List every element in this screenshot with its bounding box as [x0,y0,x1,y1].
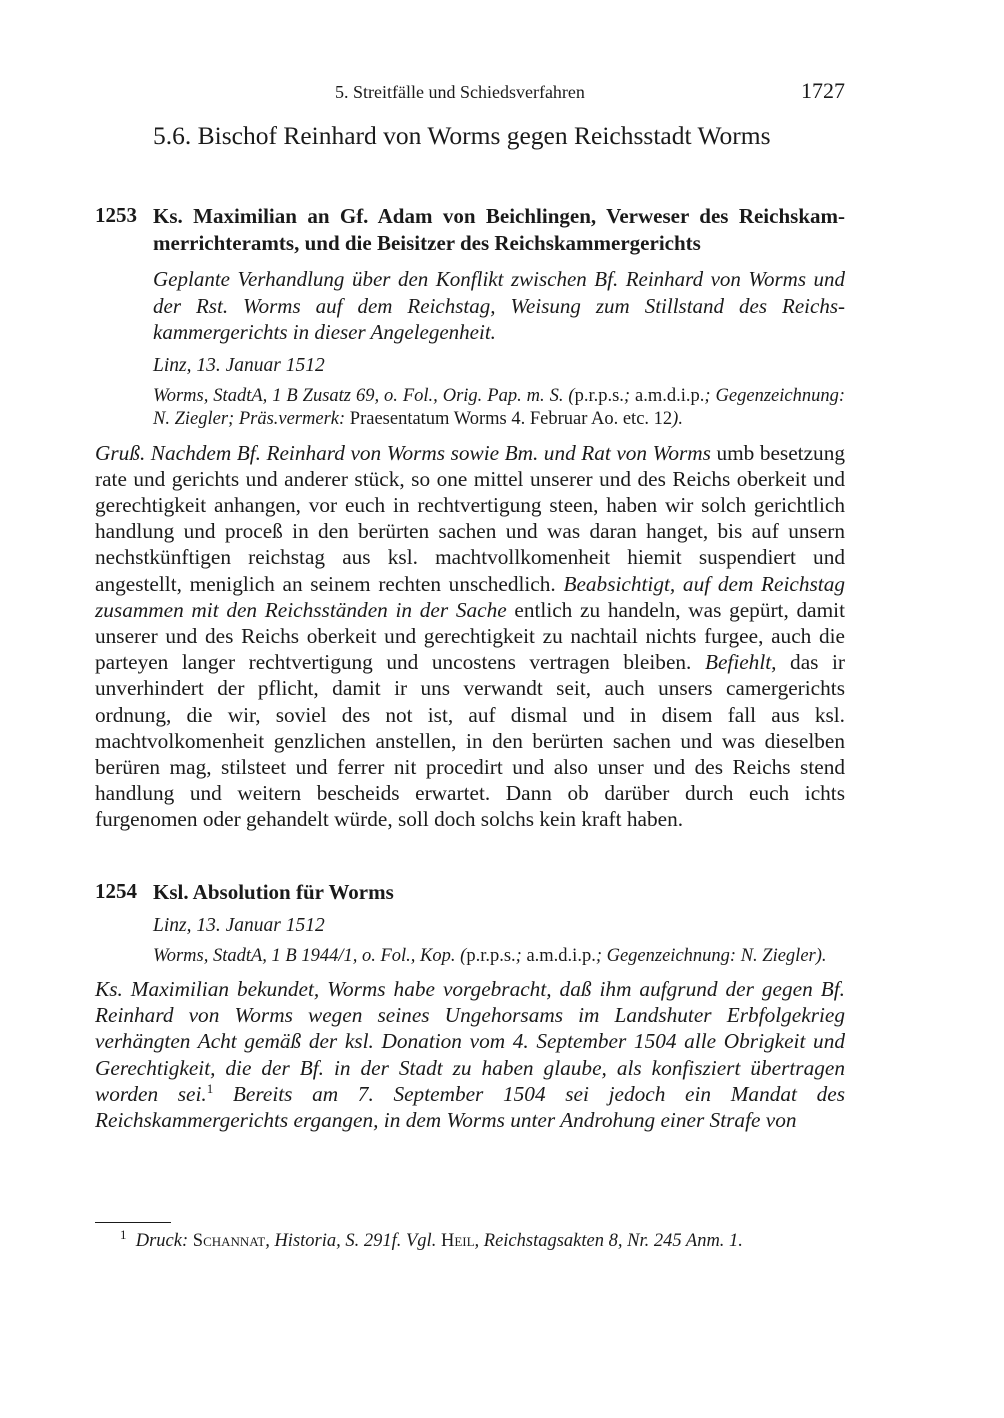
document-source: Worms, StadtA, 1 B 1944/1, o. Fol., Kop. (p.r.p.s.; a.m.d.i.p.; Gegenzeichnung: N. Ziegler). [153,945,827,966]
document-title: Ksl. Absolution für Worms [153,879,394,904]
document-dateline: Linz, 13. Januar 1512 [153,914,325,936]
document-summary: Geplante Verhandlung über den Konflikt zwischen Bf. Reinhard von Worms und der Rst. Worms auf dem Reichstag, Weisung zum Stillstand des Reichskammergerichts in dieser Angelegenheit. [153,267,845,344]
document-body: Ks. Maximilian bekundet, Worms habe vorgebracht, daß ihm aufgrund der gegen Bf. Reinhard von Worms wegen seines Ungehorsams im Landshuter Erbfolgekrieg verhängten Acht gemäß der ksl. Donation vom 4. September 1504 alle Obrigkeit und Gerechtigkeit, die der Bf. in der Stadt zu haben glaube, als konfisziert übertragen worden sei.$^1$ Bereits am 7. September 1504 sei jedoch ein Mandat des Reichskammergerichts ergangen, in dem Worms unter Androhung einer Strafe von [95,977,846,1133]
page-number: 1727 [801,78,845,103]
document-1254 [95,879,845,1134]
document-number: 1253 [95,203,137,227]
section-title: 5.6. Bischof Reinhard von Worms gegen Reichsstadt Worms [153,121,771,150]
document-1253 [95,203,845,833]
running-title: 5. Streitfälle und Schiedsverfahren [335,82,585,102]
footnote: $^1$ Druck: Schannat, Historia, S. 291f. Vgl. Heil, Reichstagsakten 8, Nr. 245 Anm. 1. [120,1226,743,1251]
document-source: Worms, StadtA, 1 B Zusatz 69, o. Fol., Orig. Pap. m. S. (p.r.p.s.; a.m.d.i.p.; Gegenzeichnung: N. Ziegler; Präs.vermerk: Praesentatum Worms 4. Februar Ao. etc. 12). [153,385,845,429]
footnote-marker: 1 [120,1226,127,1242]
document-body: Gruß. Nachdem Bf. Reinhard von Worms sowie Bm. und Rat von Worms umb besetzung rate und gerichts und anderer stück, so one mittel unserer und des Reichs oberkeit und gerechtigkeit anhangen, vor euch in rechtvertigung steen, haben wir solch gerichtlich handlung und proceß in den berürten sachen und was daran hanget, bis auf unsern nechstkünftigen reichstag aus ksl. machtvollkomenheit hiemit suspendiert und angestellt, meniglich an seinem rechten unschedlich. Beabsichtigt, auf dem Reichstag zusammen mit den Reichsständen in der Sache entlich zu handeln, was gepürt, damit unserer und des Reichs oberkeit und gerechtigkeit zu nachtail nichts furgee, auch die parteyen langer rechtvertigung und uncostens vertragen bleiben. Befiehlt, das ir unverhindert der pflicht, damit ir uns verwandt seit, auch unsers camergerichts ordnung, die wir, soviel des not ist, auf dismal und in disem fall aus ksl. machtvolkomenheit genzlichen anstellen, in den berürten sachen und was dieselben berüren mag, stilsteet und ferrer nit procedirt und also unser und des Reichs stend handlung und weitern bescheids erwartet. Dann ob darüber durch euch ichts furgenomen oder gehandelt würde, soll doch solchs kein kraft haben. [95,440,846,832]
document-dateline: Linz, 13. Januar 1512 [153,354,325,376]
document-head [153,879,845,969]
document-title: Ks. Maximilian an Gf. Adam von Beichlingen, Verweser des Reichskammerrichteramts, und die Beisitzer des Reichskammergerichts [153,204,845,255]
running-header [95,78,845,108]
footnote-divider [95,1222,171,1223]
footnote-reference: 1 [206,1080,214,1096]
document-head [153,203,845,432]
document-number: 1254 [95,878,137,903]
page [95,78,845,1133]
